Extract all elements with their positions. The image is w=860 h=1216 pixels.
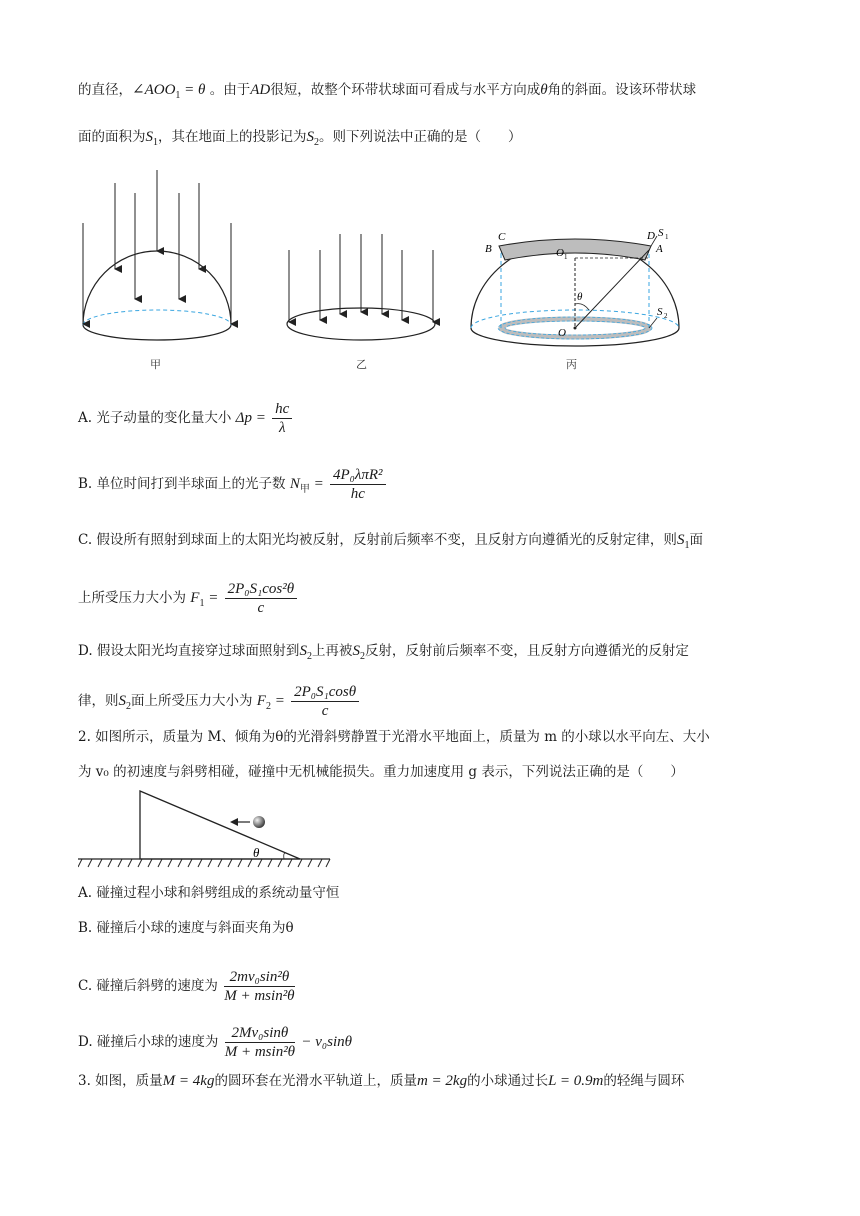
q1-intro-line2: 面的面积为$S_1$，其在地面上的投影记为$S_2$。则下列说法中正确的是（ ） (78, 129, 522, 148)
segment-ad: AD (250, 82, 271, 98)
mass-small-m: m = 2kg (416, 1073, 468, 1089)
label-s1-sub: 1 (665, 233, 669, 241)
label-o1-sub: 1 (564, 253, 568, 261)
q1-option-d-line2: 律，则$S_2$面上所受压力大小为 $F_2$ = $\frac{\text{2P₀S₁cosθ}}{c}$ (78, 683, 361, 720)
q3-stem-line1: 3. 如图，质量M = 4kg的圆环套在光滑水平轨道上，质量m = 2kg的小球通过长L = 0.9m的轻绳与圆环 (78, 1073, 685, 1089)
q1-intro-line1: 的直径，$\angle AOO_1 = \theta$ 。由于AD很短，故整个环带状球面可看成与水平方向成θ角的斜面。设该环带状球 (78, 82, 697, 101)
option-d-lhs: $F_2$ = (256, 693, 285, 712)
caption-jia: 甲 (150, 358, 161, 371)
q2-option-c: C. 碰撞后斜劈的速度为 $\frac{\text{2mv₀sin²θ}}{\text{M + msin²θ}}$ (78, 969, 295, 1004)
option-a-fraction: $\frac{hc}{\lambda}$ (272, 400, 292, 437)
wedge-theta: θ (253, 845, 260, 860)
caption-bing: 丙 (566, 358, 577, 371)
symbol-s1: $S_1$ (676, 532, 690, 551)
q1-option-a: A. 光子动量的变化量大小 Δp = $\frac{hc}{\lambda}$ (78, 400, 294, 437)
option-c-lhs: $F_1$ = (190, 590, 219, 609)
q1-option-d-line1: D. 假设太阳光均直接穿过球面照射到$S_2$上再被$S_2$反射，反射前后频率不变，且反射方向遵循光的反射定 (78, 643, 689, 662)
symbol-s2: $S_2$ (299, 643, 312, 662)
q2-option-b: B. 碰撞后小球的速度与斜面夹角为θ (78, 920, 294, 936)
q2-option-d-fraction: $\frac{\text{2Mv₀sinθ}}{\text{M + msin²θ}}$ (224, 1025, 296, 1060)
q2-option-c-fraction: $\frac{\text{2mv₀sin²θ}}{\text{M + msin²θ}}$ (224, 969, 295, 1004)
q1-option-c-line1: C. 假设所有照射到球面上的太阳光均被反射，反射前后频率不变，且反射方向遵循光的反射定律，则$S_1$面 (78, 532, 703, 551)
rope-length: L = 0.9m (548, 1073, 604, 1089)
figure-wedge (78, 788, 338, 870)
symbol-s2: $S_2$ (352, 643, 365, 662)
symbol-s1: $S_1$ (145, 129, 158, 148)
theta-symbol: θ (540, 82, 548, 98)
figure-bing (465, 222, 690, 357)
q2-stem-line1: 2. 如图所示，质量为 M、倾角为θ的光滑斜劈静置于光滑水平地面上，质量为 m 的小球以水平向左、大小 (78, 729, 710, 745)
q2-option-d-tail: − v₀sinθ (301, 1034, 352, 1050)
mass-big-m: M = 4kg (162, 1073, 215, 1089)
label-s1: S (658, 227, 664, 239)
q1-text: 的直径， (78, 82, 132, 98)
label-b: B (485, 243, 492, 255)
q2-option-d: D. 碰撞后小球的速度为 $\frac{\text{2Mv₀sinθ}}{\text{M + msin²θ}}$ − v₀sinθ (78, 1025, 352, 1060)
option-a-lhs: Δp = (235, 410, 266, 426)
label-c: C (498, 231, 506, 243)
label-d: D (647, 230, 655, 242)
symbol-s2: $S_2$ (306, 129, 319, 148)
option-c-fraction: $\frac{\text{2P₀S₁cos²θ}}{c}$ (225, 580, 297, 617)
option-b-fraction: $\frac{\text{4P₀λπR²}}{hc}$ (330, 466, 386, 503)
figure-jia (78, 165, 243, 355)
label-a: A (656, 243, 663, 255)
q1-option-b: B. 单位时间打到半球面上的光子数 $N_甲$ = $\frac{\text{4P₀λπR²}}{hc}$ (78, 466, 388, 503)
q2-stem-line2: 为 v₀ 的初速度与斜劈相碰，碰撞中无机械能损失。重力加速度用 g 表示，下列说法正确的是（ ） (78, 764, 684, 780)
symbol-s2: $S_2$ (118, 693, 131, 712)
caption-yi: 乙 (356, 358, 367, 371)
label-o1: O (556, 247, 564, 259)
ball (253, 816, 265, 828)
label-theta: θ (577, 291, 583, 303)
label-o: O (558, 327, 566, 339)
option-d-fraction: $\frac{\text{2P₀S₁cosθ}}{c}$ (291, 683, 359, 720)
angle-expression: $\angle AOO_1 = \theta$ (132, 82, 206, 101)
option-b-lhs: $N_甲$ = (289, 476, 324, 495)
q1-option-c-line2: 上所受压力大小为 $F_1$ = $\frac{\text{2P₀S₁cos²θ}}{c}$ (78, 580, 299, 617)
q2-option-a: A. 碰撞过程小球和斜劈组成的系统动量守恒 (78, 885, 340, 901)
figure-yi (282, 230, 442, 350)
label-s2-sub: 2 (664, 312, 668, 320)
label-s2: S (657, 306, 663, 318)
